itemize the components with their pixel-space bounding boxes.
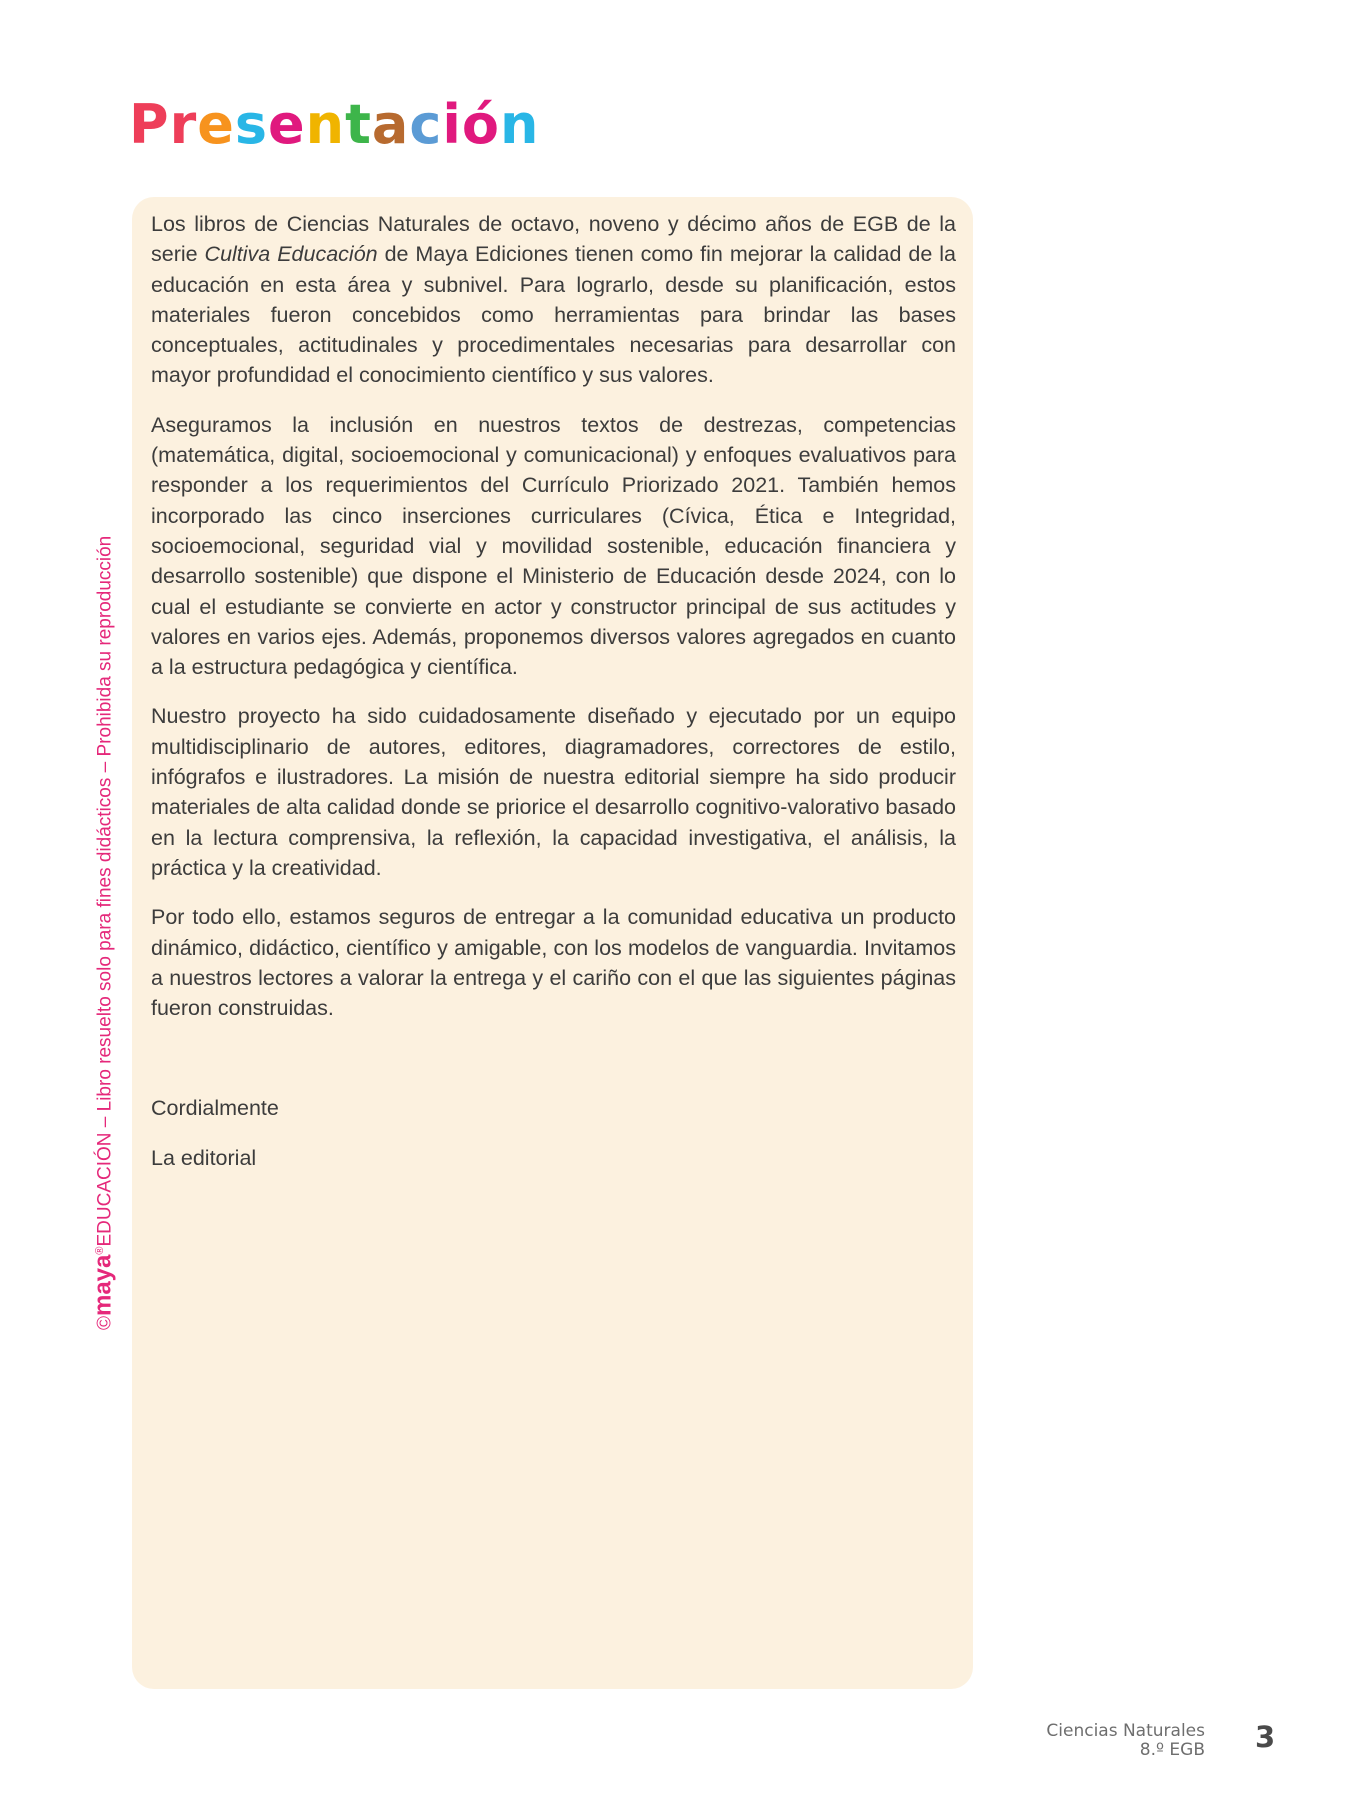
maya-logo: maya [89, 1254, 117, 1316]
title-letter: i [442, 93, 462, 156]
paragraph-1: Los libros de Ciencias Naturales de octavo, noveno y décimo años de EGB de la serie Cultiva Educación de Maya Ediciones tienen como fin mejorar la calidad de la educación en esta área y subnivel. Para lograrlo, desde su planificación, estos materiales fueron concebidos como herramientas para brindar las bases conceptuales, actitudinales y procedimentales necesarias para desarrollar con mayor profundidad el conocimiento científico y sus valores. [151, 212, 956, 388]
series-name: Cultiva Educación [204, 242, 378, 267]
registered-mark: ® [94, 1246, 106, 1255]
closing-text: Cordialmente [151, 1096, 279, 1121]
signature-text: La editorial [151, 1145, 257, 1170]
title-letter: e [197, 93, 235, 156]
paragraph-2: Aseguramos la inclusión en nuestros textos de destrezas, competencias (matemática, digital, socioemocional y comunicacional) y enfoques evaluativos para responder a los requerimientos del Currículo Priorizado 2021. También hemos incorporado las cinco inserciones curriculares (Cívica, Ética e Integridad, socioemocional, seguridad vial y movilidad sostenible, educación financiera y desarrollo sostenible) que dispone el Ministerio de Educación desde 2024, con lo cual el estudiante se convierte en actor y constructor principal de sus actitudes y valores en varios ejes. Además, proponemos diversos valores agregados en cuanto a la estructura pedagógica y científica. [151, 412, 956, 680]
footer-info [1046, 1722, 1205, 1760]
title-letter: s [234, 93, 268, 156]
title-letter: P [129, 93, 170, 156]
title-letter: n [500, 93, 540, 156]
paragraph-4: Por todo ello, estamos seguros de entregar a la comunidad educativa un producto dinámico, didáctico, científico y amigable, con los modelos de vanguardia. Invitamos a nuestros lectores a valorar la entrega y el cariño con el que las siguientes páginas fueron construidas. [151, 905, 956, 1021]
title-letter: n [305, 93, 346, 156]
presentation-text [151, 209, 956, 1173]
title-letter: r [169, 93, 198, 156]
title-letter: a [371, 93, 410, 156]
title-letter: c [409, 93, 443, 156]
title-letter: e [268, 93, 306, 156]
title-letter: t [345, 93, 372, 156]
footer-subject: Ciencias Naturales [1046, 1721, 1205, 1741]
paragraph-3: Nuestro proyecto ha sido cuidadosamente diseñado y ejecutado por un equipo multidisciplinario de autores, editores, diagramadores, correctores de estilo, infógrafos e ilustradores. La misión de nuestra editorial siempre ha sido producir materiales de alta calidad donde se priorice el desarrollo cognitivo-valorativo basado en la lectura comprensiva, la reflexión, la capacidad investigativa, el análisis, la práctica y la creatividad. [151, 704, 956, 880]
copyright-notice: EDUCACIÓN – Libro resuelto solo para fines didácticos – Prohibida su reproducción [94, 535, 116, 1247]
title-letter: ó [461, 93, 500, 156]
copyright-symbol: © [94, 1316, 116, 1330]
page-number: 3 [1255, 1720, 1276, 1754]
footer-grade: 8.º EGB [1139, 1740, 1205, 1760]
page-title [129, 93, 540, 156]
copyright-sidebar [86, 430, 117, 1330]
